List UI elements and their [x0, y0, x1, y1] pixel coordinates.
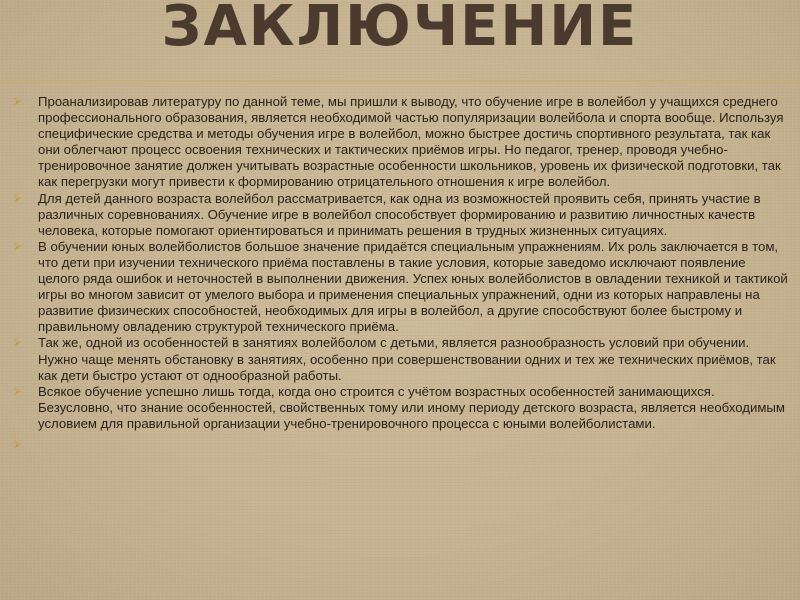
list-item: [14, 384, 790, 432]
empty-list-item: [14, 437, 790, 453]
arrow-bullet-icon: ⮚: [14, 240, 22, 252]
arrow-bullet-icon: ⮚: [14, 96, 22, 107]
list-item: [14, 191, 790, 239]
conclusion-list: [14, 94, 790, 453]
paragraph-text: Всякое обучение успешно лишь тогда, когда оно строится с учётом возрастных особенностей занимающихся. Безусловно, что знание особенностей, свойственных тому или иному периоду детского возраста, является необходимым условием для правильной организации учебно-тренировочного процесса с юными волейболистами.: [38, 383, 785, 431]
title-divider: [0, 80, 800, 82]
arrow-bullet-icon: ⮚: [14, 192, 22, 204]
arrow-bullet-icon: ⮚: [14, 337, 22, 349]
arrow-bullet-icon: ⮚: [14, 438, 22, 450]
list-item: [14, 239, 790, 336]
paragraph-text: В обучении юных волейболистов большое значение придаётся специальным упражнениям. Их роль заключается в том, что дети при изучении технического приёма поставлены в такие условия, которые заведомо исключают появление целого ряда ошибок и неточностей в выполнении движения. Успех юных волейболистов в овладении техникой и тактикой игры во многом зависит от умелого выбора и применения специальных упражнений, одни из которых направлены на развитие физических способностей, необходимых для игры в волейбол, а другие способствуют более быстрому и правильному овладению структурой технического приёма.: [38, 238, 788, 335]
slide-title: ЗАКЛЮЧЕНИЕ: [161, 0, 639, 59]
arrow-bullet-icon: ⮚: [14, 385, 22, 397]
paragraph-text: Так же, одной из особенностей в занятиях волейболом с детьми, является разнообразность условий при обучении. Нужно чаще менять обстановку в занятиях, особенно при совершенствовании одних и тех же технических приёмов, так как дети быстро устают от однообразной работы.: [38, 335, 776, 383]
paragraph-text: Проанализировав литературу по данной теме, мы пришли к выводу, что обучение игре в волейбол у учащихся среднего профессионального образования, является необходимой частью популяризации волейбола и спорта вообще. Используя специфические средства и методы обучения игре в волейбол, можно быстрее достичь спортивного результата, так как они облегчают процесс освоения технических и тактических приёмов игры. Но педагог, тренер, проводя учебно-тренировочное занятие должен учитывать возрастные особенности школьников, уровень их физической подготовки, так как перегрузки могут привести к формированию отрицательного отношения к игре волейбол.: [38, 94, 784, 190]
list-item: [14, 94, 790, 191]
paragraph-text: Для детей данного возраста волейбол рассматривается, как одна из возможностей проявить себя, принять участие в различных соревнованиях. Обучение игре в волейбол способствует формированию и развитию личностных качеств человека, которые помогают ориентироваться и принимать решения в трудных жизненных ситуациях.: [38, 190, 761, 238]
list-item: [14, 335, 790, 383]
